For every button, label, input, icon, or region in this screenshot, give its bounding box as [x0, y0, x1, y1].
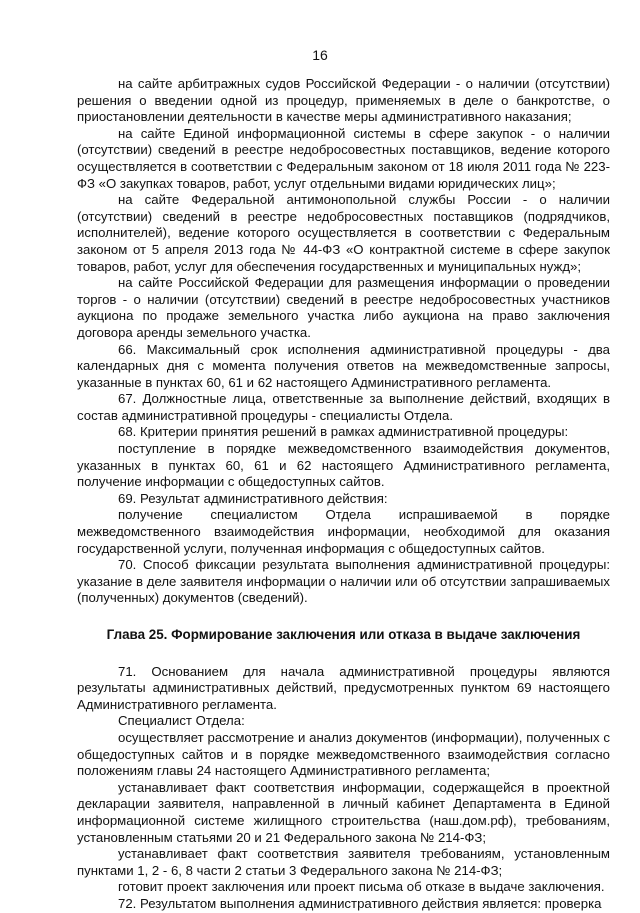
paragraph: устанавливает факт соответствия информации, содержащейся в проектной декларации заявителя, направленной в личный кабинет Департамента в Единой информационной системе жилищного строительства (наш.дом.рф), требованиям, установленным статьями 20 и 21 Федерального закона № 214-ФЗ;	[77, 779, 610, 845]
paragraph: 69. Результат административного действия:	[118, 490, 388, 506]
paragraph: устанавливает факт соответствия заявителя требованиям, установленным пунктами 1, 2 - 6, 8 части 2 статьи 3 Федерального закона № 214-ФЗ;	[77, 846, 610, 878]
paragraph: на сайте Российской Федерации для размещения информации о проведении торгов - о наличии (отсутствии) сведений в реестре недобросовестных участников аукциона по продаже земельного участка либо аукциона на право заключения договора аренды земельного участка.	[77, 275, 610, 340]
paragraph: на сайте Федеральной антимонопольной службы России - о наличии (отсутствии) сведений в реестре недобросовестных поставщиков (подрядчиков, исполнителей), ведение которого осуществляется в соответствии с Федеральным законом от 5 апреля 2013 года № 44-ФЗ «О контрактной системе в сфере закупок товаров, работ, услуг для обеспечения государственных и муниципальных нужд»;	[77, 192, 610, 274]
paragraph: поступление в порядке межведомственного взаимодействия документов, указанных в пунктах 60, 61 и 62 настоящего Административного регламента, получение информации с общедоступных сайтов.	[77, 441, 610, 490]
paragraph: 71. Основанием для начала административной процедуры являются результаты административных действий, предусмотренных пунктом 69 настоящего Административного регламента.	[77, 663, 610, 712]
paragraph: на сайте арбитражных судов Российской Федерации - о наличии (отсутствии) решения о введении одной из процедур, применяемых в деле о банкротстве, о приостановлении деятельности в качестве меры административного наказания;	[77, 76, 610, 125]
paragraph: 68. Критерии принятия решений в рамках административной процедуры:	[118, 424, 569, 440]
paragraph: получение специалистом Отдела испрашиваемой в порядке межведомственного взаимодействия информации, необходимой для оказания государственной услуги, полученная информация с общедоступных сайтов.	[77, 507, 610, 556]
paragraph: 70. Способ фиксации результата выполнения административной процедуры: указание в деле заявителя информации о наличии или об отсутствии запрашиваемых (полученных) документов (сведений).	[77, 557, 610, 606]
paragraph: Специалист Отдела:	[118, 713, 245, 729]
paragraph: осуществляет рассмотрение и анализ документов (информации), полученных с общедоступных сайтов и в порядке межведомственного взаимодействия согласно положениям главы 24 настоящего Административного регламента;	[77, 729, 610, 779]
paragraph: 66. Максимальный срок исполнения административной процедуры - два календарных дня с момента получения ответов на межведомственные запросы, указанные в пунктах 60, 61 и 62 настоящего Административного регламента.	[77, 341, 610, 390]
page-number: 16	[312, 47, 328, 63]
paragraph: готовит проект заключения или проект письма об отказе в выдаче заключения.	[118, 879, 605, 895]
chapter-heading: Глава 25. Формирование заключения или отказа в выдаче заключения	[106, 627, 581, 642]
paragraph: на сайте Единой информационной системы в сфере закупок - о наличии (отсутствии) сведений в реестре недобросовестных поставщиков, ведение которого осуществляется в соответствии с Федеральным законом от 18 июля 2011 года № 223-ФЗ «О закупках товаров, работ, услуг отдельными видами юридических лиц»;	[77, 125, 610, 191]
paragraph: 72. Результатом выполнения административного действия является: проверка	[118, 895, 602, 911]
document-body	[77, 76, 610, 913]
paragraph: 67. Должностные лица, ответственные за выполнение действий, входящих в состав административной процедуры - специалисты Отдела.	[77, 391, 610, 423]
